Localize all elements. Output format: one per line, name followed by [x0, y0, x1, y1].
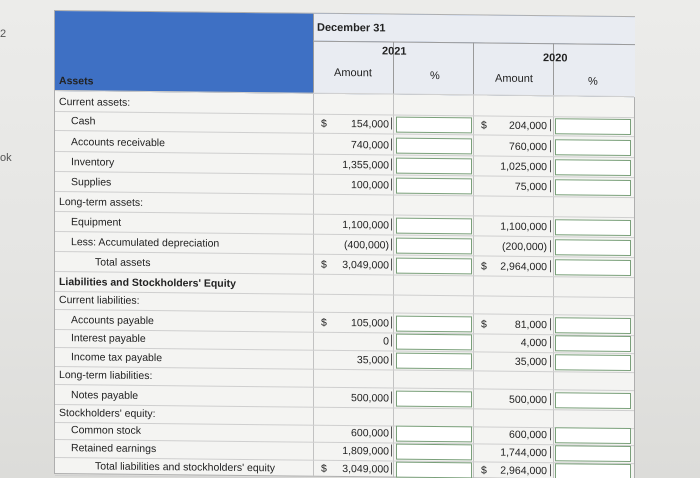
percent-input-2021[interactable]: [396, 353, 472, 370]
text-cursor: [550, 318, 551, 330]
text-cursor: [550, 119, 551, 131]
row-label: Less: Accumulated depreciation: [71, 236, 220, 250]
text-cursor: [391, 427, 392, 439]
percent-input-2020[interactable]: [555, 392, 631, 409]
amount-2020: 81,000: [514, 318, 547, 332]
amount-2021: 740,000: [351, 139, 389, 152]
amount-2020: 75,000: [514, 180, 547, 194]
dollar-sign: $: [481, 318, 487, 331]
text-cursor: [550, 160, 551, 172]
row-label: Accounts receivable: [71, 136, 165, 150]
dollar-sign: $: [321, 117, 327, 130]
percent-input-2021[interactable]: [396, 158, 472, 175]
amount-2021: 3,049,000: [342, 463, 389, 476]
amount-2021: 600,000: [351, 427, 389, 440]
header-year-2021: 2021: [382, 45, 407, 58]
amount-2021: (400,000): [344, 239, 389, 252]
row-label: Common stock: [71, 424, 142, 437]
row-label: Long-term liabilities:: [59, 369, 153, 383]
percent-input-2021[interactable]: [396, 238, 472, 255]
text-cursor: [391, 219, 392, 231]
dollar-sign: $: [321, 258, 327, 271]
amount-2020: 4,000: [520, 336, 547, 350]
amount-2020: 204,000: [509, 119, 547, 133]
dollar-sign: $: [481, 119, 487, 132]
text-cursor: [550, 393, 551, 405]
text-cursor: [550, 446, 551, 458]
percent-input-2020[interactable]: [555, 219, 631, 236]
row-label: Assets: [59, 75, 94, 88]
row-label: Total assets: [95, 256, 151, 270]
percent-input-2020[interactable]: [555, 159, 631, 176]
amount-2020: 600,000: [509, 428, 547, 442]
text-cursor: [550, 464, 551, 476]
header-percent-2021: %: [430, 69, 440, 83]
header-date: December 31: [317, 21, 386, 35]
row-label: Accounts payable: [71, 314, 154, 328]
text-cursor: [391, 445, 392, 457]
amount-2020: 35,000: [514, 355, 547, 369]
percent-input-2021[interactable]: [396, 117, 472, 134]
percent-input-2020[interactable]: [555, 139, 631, 156]
amount-2020: 500,000: [509, 393, 547, 407]
amount-2020: 1,100,000: [500, 220, 547, 234]
percent-input-2021[interactable]: [396, 391, 472, 408]
header-amount-2021: Amount: [334, 66, 372, 80]
row-label: Liabilities and Stockholders' Equity: [59, 276, 236, 290]
text-cursor: [391, 335, 392, 347]
text-cursor: [391, 118, 392, 130]
percent-input-2021[interactable]: [396, 218, 472, 235]
sidenote-mid: ok: [0, 152, 12, 164]
percent-input-2021[interactable]: [396, 426, 472, 443]
row-label: Current assets:: [59, 96, 131, 109]
percent-input-2021[interactable]: [396, 462, 472, 478]
amount-2021: 0: [383, 335, 389, 348]
row-label: Inventory: [71, 156, 115, 169]
text-cursor: [550, 336, 551, 348]
percent-input-2020[interactable]: [555, 354, 631, 371]
balance-sheet-table: [54, 10, 635, 478]
amount-2021: 3,049,000: [342, 259, 389, 272]
percent-input-2021[interactable]: [396, 258, 472, 275]
text-cursor: [391, 392, 392, 404]
percent-input-2020[interactable]: [555, 427, 631, 444]
row-label: Income tax payable: [71, 351, 163, 365]
text-cursor: [550, 180, 551, 192]
text-cursor: [391, 317, 392, 329]
row-label: Total liabilities and stockholders' equity: [95, 460, 276, 475]
percent-input-2020[interactable]: [555, 335, 631, 352]
text-cursor: [391, 179, 392, 191]
row-label: Notes payable: [71, 389, 139, 402]
percent-input-2021[interactable]: [396, 334, 472, 351]
amount-2020: 760,000: [509, 140, 547, 154]
percent-input-2021[interactable]: [396, 138, 472, 155]
text-cursor: [550, 428, 551, 440]
percent-input-2021[interactable]: [396, 316, 472, 333]
text-cursor: [550, 220, 551, 232]
percent-input-2021[interactable]: [396, 444, 472, 461]
percent-input-2020[interactable]: [555, 445, 631, 462]
row-label: Stockholders' equity:: [59, 407, 156, 421]
percent-input-2020[interactable]: [555, 259, 631, 276]
amount-2020: 2,964,000: [500, 464, 547, 478]
percent-input-2020[interactable]: [555, 317, 631, 334]
row-label: Interest payable: [71, 332, 146, 345]
row-label: Cash: [71, 115, 96, 128]
header-percent-2020: %: [588, 75, 598, 88]
amount-2020: 1,025,000: [500, 160, 547, 174]
text-cursor: [391, 139, 392, 151]
amount-2021: 500,000: [351, 392, 389, 405]
sidenote-top: 2: [0, 28, 7, 40]
text-cursor: [391, 239, 392, 251]
text-cursor: [391, 463, 392, 475]
percent-input-2020[interactable]: [555, 118, 631, 135]
text-cursor: [550, 240, 551, 252]
text-cursor: [550, 140, 551, 152]
percent-input-2020[interactable]: [555, 179, 631, 196]
dollar-sign: $: [481, 464, 487, 477]
dollar-sign: $: [481, 260, 487, 273]
amount-2021: 105,000: [351, 317, 389, 330]
amount-2020: (200,000): [502, 240, 547, 254]
row-label: Supplies: [71, 176, 112, 189]
header-year-2020: 2020: [543, 52, 568, 65]
amount-2021: 1,809,000: [342, 445, 389, 458]
row-label: Current liabilities:: [59, 294, 140, 307]
row-label: Retained earnings: [71, 442, 157, 456]
amount-2021: 1,100,000: [342, 219, 389, 232]
text-cursor: [550, 355, 551, 367]
amount-2021: 100,000: [351, 179, 389, 192]
text-cursor: [391, 159, 392, 171]
header-amount-2020: Amount: [495, 72, 533, 86]
amount-2021: 35,000: [356, 354, 389, 367]
amount-2020: 1,744,000: [500, 446, 547, 460]
percent-input-2020[interactable]: [555, 239, 631, 256]
amount-2020: 2,964,000: [500, 260, 547, 274]
row-label: Equipment: [71, 216, 122, 229]
amount-2021: 154,000: [351, 118, 389, 131]
percent-input-2020[interactable]: [555, 463, 631, 478]
text-cursor: [391, 354, 392, 366]
text-cursor: [391, 259, 392, 271]
dollar-sign: $: [321, 316, 327, 329]
row-label: Long-term assets:: [59, 196, 144, 209]
percent-input-2021[interactable]: [396, 178, 472, 195]
text-cursor: [550, 260, 551, 272]
amount-2021: 1,355,000: [342, 159, 389, 172]
dollar-sign: $: [321, 462, 327, 475]
